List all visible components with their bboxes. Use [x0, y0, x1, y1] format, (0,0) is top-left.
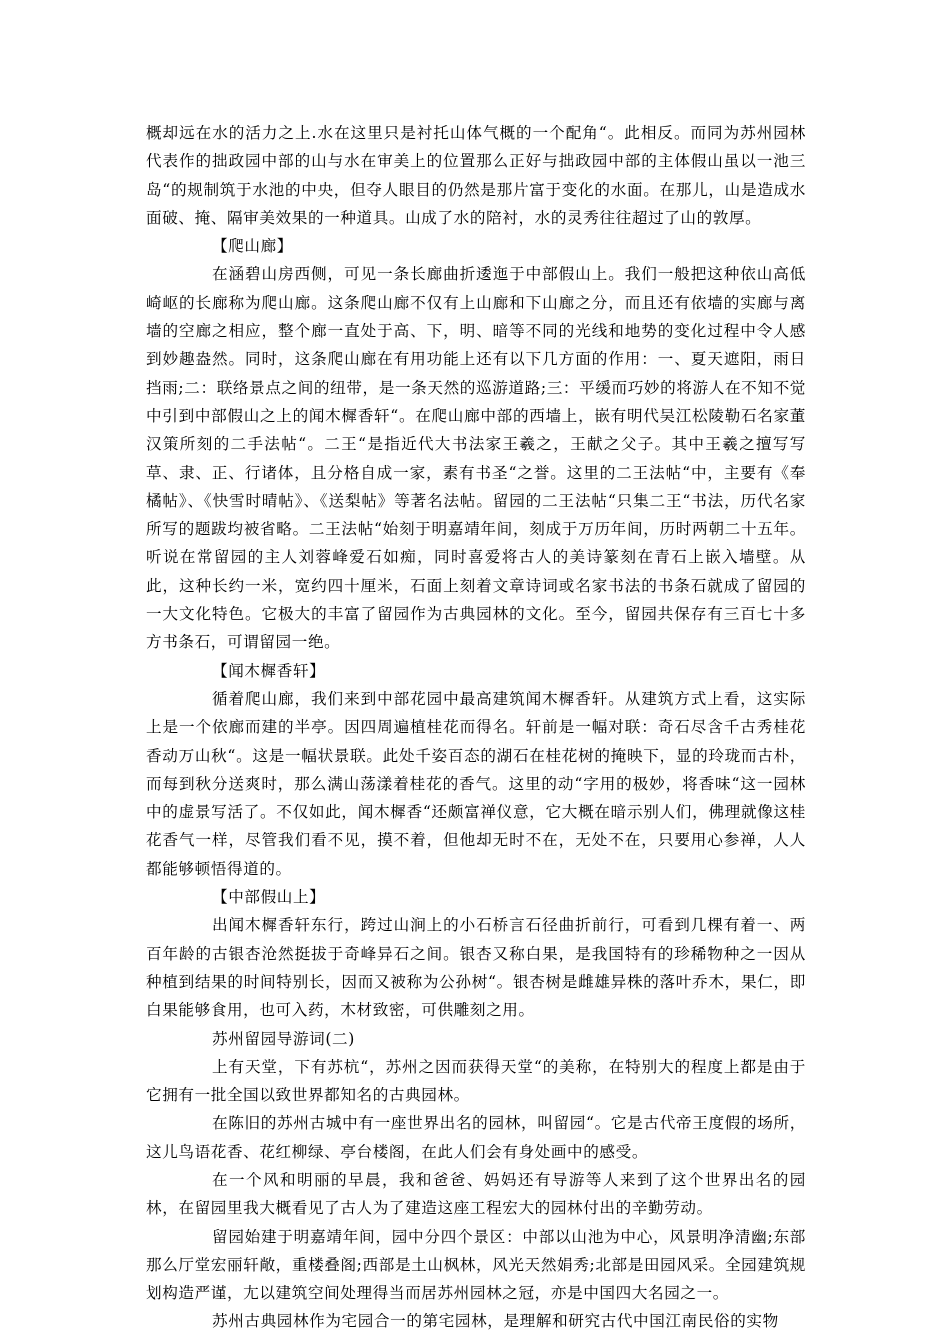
heading-wenmuxi-xuan: 【闻木樨香轩】	[212, 661, 326, 680]
document-body	[146, 119, 806, 1336]
paragraph-wenmuxi-xuan: 循着爬山廊，我们来到中部花园中最高建筑闻木樨香轩。从建筑方式上看，这实际上是一个依廊而建的半亭。因四周遍植桂花而得名。轩前是一幅对联：奇石尽含千古秀桂花香动万山秋“。这是一幅状景联。此处千姿百态的湖石在桂花树的掩映下，显的玲珑而古朴，而每到秋分送爽时，那么满山荡漾着桂花的香气。这里的动“字用的极妙，将香味“这一园林中的虚景写活了。不仅如此，闻木樨香“还颇富禅仪意，它大概在暗示别人们，佛理就像这桂花香气一样，尽管我们看不见，摸不着，但他却无时不在，无处不在，只要用心参禅，人人都能够顿悟得道的。	[146, 689, 806, 878]
paragraph-liuyuan-intro: 在陈旧的苏州古城中有一座世界出名的园林，叫留园“。它是古代帝王度假的场所，这儿鸟语花香、花红柳绿、亭台楼阁，在此人们会有身处画中的感受。	[146, 1114, 806, 1161]
heading-pashan-lang: 【爬山廊】	[212, 237, 293, 256]
paragraph-pashan-lang: 在涵碧山房西侧，可见一条长廊曲折逶迤于中部假山上。我们一般把这种依山高低崎岖的长廊称为爬山廊。这条爬山廊不仅有上山廊和下山廊之分，而且还有依墙的实廊与离墙的空廊之相应，整个廊一直处于高、下，明、暗等不同的光线和地势的变化过程中令人感到妙趣盎然。同时，这条爬山廊在有用功能上还有以下几方面的作用：一、夏天遮阳，雨日挡雨;二：联络景点之间的纽带，是一条天然的巡游道路;三：平缓而巧妙的将游人在不知不觉中引到中部假山之上的闻木樨香轩“。在爬山廊中部的西墙上，嵌有明代吴江松陵勒石名家董汉策所刻的二手法帖“。二王“是指近代大书法家王羲之，王献之父子。其中王羲之擅写写草、隶、正、行诸体，且分格自成一家，素有书圣“之誉。这里的二王法帖“中，主要有《奉橘帖》、《快雪时晴帖》、《送梨帖》等著名法帖。留园的二王法帖“只集二王“书法，历代名家所写的题跋均被省略。二王法帖“始刻于明嘉靖年间，刻成于万历年间，历时两朝二十五年。听说在常留园的主人刘蓉峰爱石如痴，同时喜爱将古人的美诗篆刻在青石上嵌入墙壁。从此，这种长约一米，宽约四十厘米，石面上刻着文章诗词或名家书法的书条石就成了留园的一大文化特色。它极大的丰富了留园作为古典园林的文化。至今，留园共保存有三百七十多方书条石，可谓留园一绝。	[146, 265, 806, 652]
heading-guide-speech-2: 苏州留园导游词(二)	[212, 1029, 355, 1048]
paragraph-four-areas: 留园始建于明嘉靖年间，园中分四个景区：中部以山池为中心，风景明净清幽;东部那么厅堂宏丽轩敞，重楼叠阁;西部是土山枫林，风光天然娟秀;北部是田园风采。全园建筑规划构造严谨，尢以建筑空间处理得当而居苏州园林之冠，亦是中国四大名园之一。	[146, 1227, 806, 1303]
paragraph-morning-visit: 在一个风和明丽的早晨，我和爸爸、妈妈还有导游等人来到了这个世界出名的园林，在留园里我大概看见了古人为了建造这座工程宏大的园林付出的辛勤劳动。	[146, 1170, 806, 1218]
paragraph-residence-garden: 苏州古典园林作为宅园合一的第宅园林，是理解和研究古代中国江南民俗的实物	[212, 1312, 779, 1331]
paragraph-central-rockery: 出闻木樨香轩东行，跨过山涧上的小石桥言石径曲折前行，可看到几棵有着一、两百年龄的古银杏沧然挺拔于奇峰异石之间。银杏又称白果，是我国特有的珍稀物种之一因从种植到结果的时间特别长，因而又被称为公孙树“。银杏树是雌雄异株的落叶乔木，果仁，即白果能够食用，也可入药，木材致密，可供雕刻之用。	[146, 916, 806, 1020]
paragraph-heaven-suzhou: 上有天堂，下有苏杭“，苏州之因而获得天堂“的美称，在特别大的程度上都是由于它拥有一批全国以致世界都知名的古典园林。	[146, 1057, 806, 1105]
paragraph-water-intro: 概却远在水的活力之上.水在这里只是衬托山体气概的一个配角“。此相反。而同为苏州园林代表作的拙政园中部的山与水在审美上的位置那么正好与拙政园中部的主体假山虽以一池三岛“的规制筑于水池的中央，但夺人眼目的仍然是那片富于变化的水面。在那儿，山是造成水面破、掩、隔审美效果的一种道具。山成了水的陪衬，水的灵秀往往超过了山的敦厚。	[146, 124, 806, 227]
heading-central-rockery: 【中部假山上】	[212, 888, 326, 907]
